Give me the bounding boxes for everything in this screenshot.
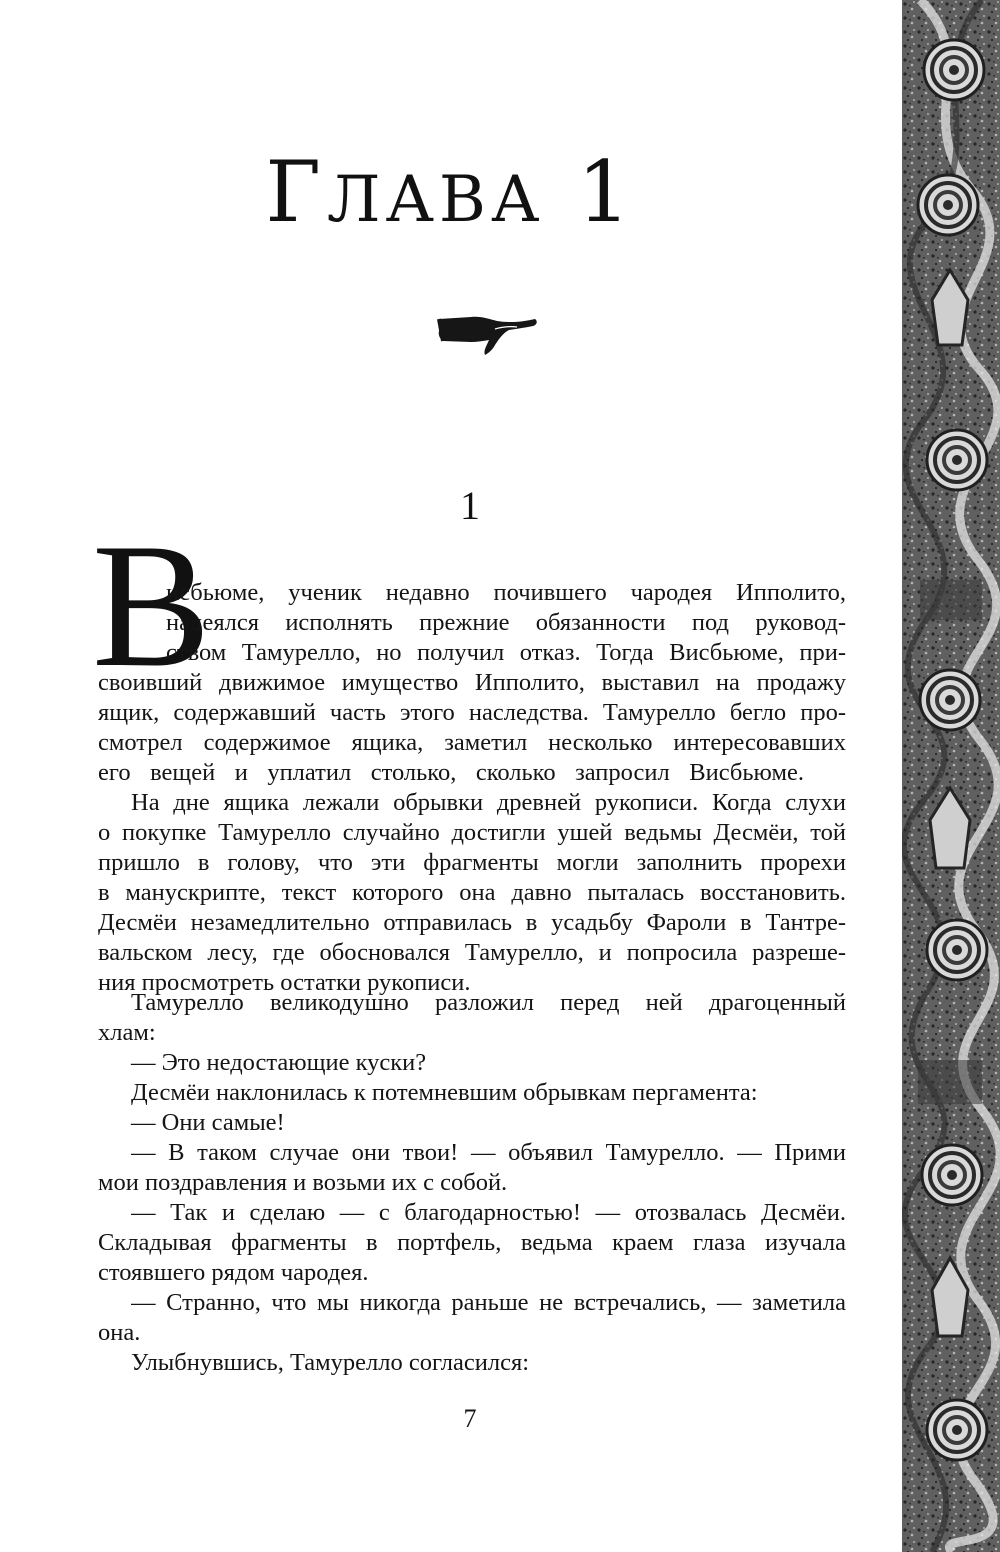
text-line: она.	[98, 1319, 141, 1346]
text-line: Тамурелло великодушно разложил перед ней драгоценный	[131, 989, 846, 1016]
text-line: ством Тамурелло, но получил отказ. Тогда Висбьюме, при-	[166, 639, 846, 666]
text-line: в манускрипте, текст которого она давно пыталась восстановить.	[98, 879, 846, 906]
page-number: 7	[463, 1404, 477, 1433]
text-line: своивший движимое имущество Ипполито, выставил на продажу	[98, 669, 846, 696]
text-line: исбьюме, ученик недавно почившего чародея Ипполито,	[166, 579, 846, 606]
text-line: мои поздравления и возьми их с собой.	[98, 1169, 508, 1196]
text-line: — Странно, что мы никогда раньше не встречались, — заметила	[131, 1289, 846, 1316]
text-line: Десмёи наклонилась к потемневшим обрывкам пергамента:	[131, 1079, 758, 1106]
chapter-title: ГЛАВА 1	[265, 143, 637, 241]
text-line: Улыбнувшись, Тамурелло согласился:	[131, 1349, 530, 1376]
text-line: На дне ящика лежали обрывки древней рукописи. Когда слухи	[131, 789, 846, 816]
drop-cap: В	[92, 506, 211, 704]
text-line: Десмёи незамедлительно отправилась в усадьбу Фароли в Тантре-	[98, 909, 846, 936]
text-line: пришло в голову, что эти фрагменты могли заполнить прорехи	[98, 849, 846, 876]
text-line: надеялся исполнять прежние обязанности под руковод-	[166, 609, 846, 636]
pointing-hand-icon	[437, 311, 539, 357]
text-line: — В таком случае они твои! — объявил Тамурелло. — Прими	[131, 1139, 846, 1166]
text-line: Складывая фрагменты в портфель, ведьма краем глаза изучала	[98, 1229, 846, 1256]
text-line: хлам:	[98, 1019, 156, 1046]
text-line: ящик, содержавший часть этого наследства. Тамурелло бегло про-	[98, 699, 846, 726]
text-line: — Так и сделаю — с благодарностью! — отозвалась Десмёи.	[131, 1199, 846, 1226]
section-number: 1	[460, 483, 480, 528]
text-line: о покупке Тамурелло случайно достигли ушей ведьмы Десмёи, той	[98, 819, 846, 846]
text-line: — Они самые!	[131, 1109, 285, 1136]
text-line: стоявшего рядом чародея.	[98, 1259, 369, 1286]
text-line: ния просмотреть остатки рукописи.	[98, 969, 471, 996]
text-line: его вещей и уплатил столько, сколько запросил Висбьюме.	[98, 759, 804, 786]
text-line: вальском лесу, где обосновался Тамурелло, и попросила разреше-	[98, 939, 846, 966]
text-line: смотрел содержимое ящика, заметил несколько интересовавших	[98, 729, 846, 756]
text-line: — Это недостающие куски?	[131, 1049, 427, 1076]
ornamental-border	[902, 0, 1000, 1552]
